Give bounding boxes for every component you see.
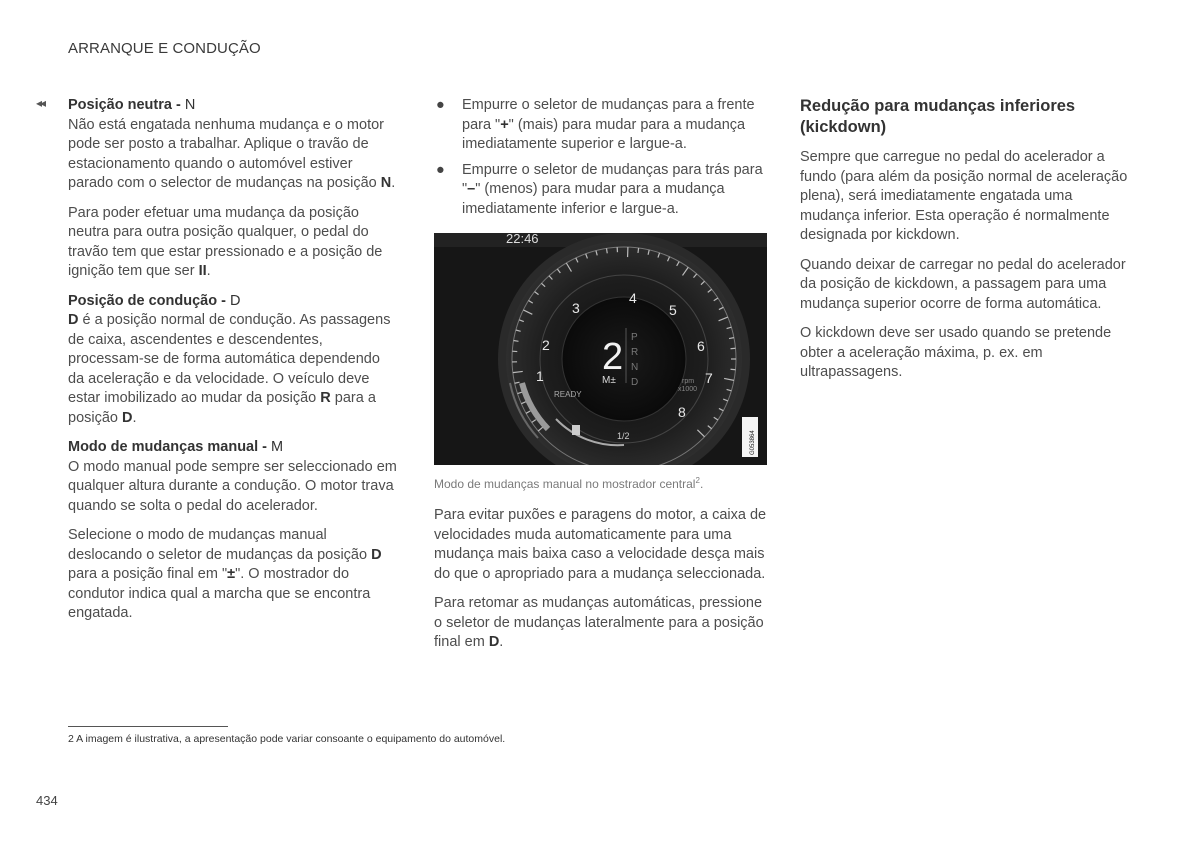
footnote-divider	[68, 726, 228, 727]
tachometer-gauge	[434, 233, 767, 465]
fuel-pump-icon	[572, 425, 580, 435]
gear-mode: M±	[602, 375, 616, 386]
paragraph-kickdown-3: O kickdown deve ser usado quando se pretende obter a aceleração máxima, p. ex. em ultrapassagens.	[800, 325, 1112, 380]
page-number: 434	[36, 793, 58, 808]
paragraph-neutral-2: Para poder efetuar uma mudança da posição neutra para outra posição qualquer, o pedal do travão tem que estar pressionado e a posição de ignição tem que ser II.	[68, 204, 383, 279]
paragraph-manual-1: O modo manual pode sempre ser seleccionado em qualquer altura durante a condução. O motor trava quando se solta o pedal do acelerador.	[68, 458, 397, 514]
rpm-unit: x1000	[678, 386, 698, 393]
bullet-list	[434, 96, 769, 219]
image-code: G053864	[750, 430, 756, 455]
column-right	[800, 96, 1130, 393]
paragraph-resume-auto: Para retomar as mudanças automáticas, pressione o seletor de mudanças lateralmente para a posição final em D.	[434, 595, 764, 650]
gear-letter: D	[631, 377, 639, 388]
paragraph-kickdown-2: Quando deixar de carregar no pedal do acelerador da posição de kickdown, a passagem para uma mudança superior ocorre de forma automática.	[800, 256, 1126, 312]
heading-neutral: Posição neutra - N	[68, 97, 196, 113]
tick-label: 5	[669, 302, 677, 318]
figure-caption: Modo de mudanças manual no mostrador central$^2$.	[434, 476, 704, 491]
tick-label: 3	[572, 300, 580, 316]
tick-label: 4	[629, 290, 637, 306]
paragraph-drive: D é a posição normal de condução. As passagens de caixa, ascendentes e descendentes, processam-se de forma automática dependendo da aceleração e da velocidade. O veículo deve estar imobilizado ao mudar da posição R para a posição D.	[68, 312, 391, 426]
rpm-label: rpm	[682, 378, 695, 385]
tick-label: 6	[697, 338, 705, 354]
heading-kickdown: Redução para mudanças inferiores (kickdown)	[800, 97, 1076, 136]
tick-mark	[606, 248, 607, 253]
gear-letter: P	[631, 332, 638, 343]
footnote: 2 A imagem é ilustrativa, a apresentação pode variar consoante o equipamento do automóvel.	[68, 733, 506, 745]
tick-label: 2	[542, 337, 550, 353]
page-header: ARRANQUE E CONDUÇÃO	[68, 40, 261, 57]
previous-page-icon[interactable]: ◂◂	[36, 96, 45, 110]
bullet-icon: ●	[436, 161, 445, 178]
paragraph-manual-2: Selecione o modo de mudanças manual deslocando o seletor de mudanças da posição D para a posição final em "±". O mostrador do condutor indica qual a marcha que se encontra engatada.	[68, 527, 382, 621]
tick-label: 8	[678, 404, 686, 420]
paragraph-kickdown-1: Sempre que carregue no pedal do acelerador a fundo (para além da posição normal de aceleração plena), será imediatamente engatada uma mudança inferior. Esta operação é normalmente designada por kickdown.	[800, 149, 1128, 243]
gear-letter: N	[631, 362, 639, 373]
column-left	[68, 96, 398, 634]
paragraph-downshift: Para evitar puxões e paragens do motor, a caixa de velocidades muda automaticamente para uma mudança mais baixa caso a velocidade desça mais do que o apropriado para a mudança seleccionada.	[434, 507, 767, 582]
gear-letter: R	[631, 347, 639, 358]
tick-label: 1	[536, 368, 544, 384]
list-item: ● Empurre o seletor de mudanças para a frente para "+" (mais) para mudar para a mudança imediatamente superior e largue-a.	[436, 97, 755, 152]
list-item: ● Empurre o seletor de mudanças para trás para "–" (menos) para mudar para a mudança imediatamente inferior e largue-a.	[436, 161, 763, 217]
fuel-half-label: 1/2	[617, 431, 630, 441]
clock-display: 22:46	[506, 233, 539, 246]
heading-drive: Posição de condução - D	[68, 292, 241, 309]
column-middle	[434, 96, 769, 663]
paragraph-neutral-1: Não está engatada nenhuma mudança e o motor pode ser posto a trabalhar. Aplique o travão de estacionamento quando o automóvel estiver parado com o selector de mudanças na posição N.	[68, 116, 396, 191]
current-gear: 2	[602, 336, 624, 378]
ready-indicator: READY	[554, 390, 582, 399]
bullet-icon: ●	[436, 97, 445, 113]
heading-manual: Modo de mudanças manual - M	[68, 439, 284, 455]
tick-mark	[638, 248, 639, 253]
tick-label: 7	[705, 370, 713, 386]
tick-mark	[514, 341, 519, 342]
instrument-cluster-image	[434, 233, 767, 465]
